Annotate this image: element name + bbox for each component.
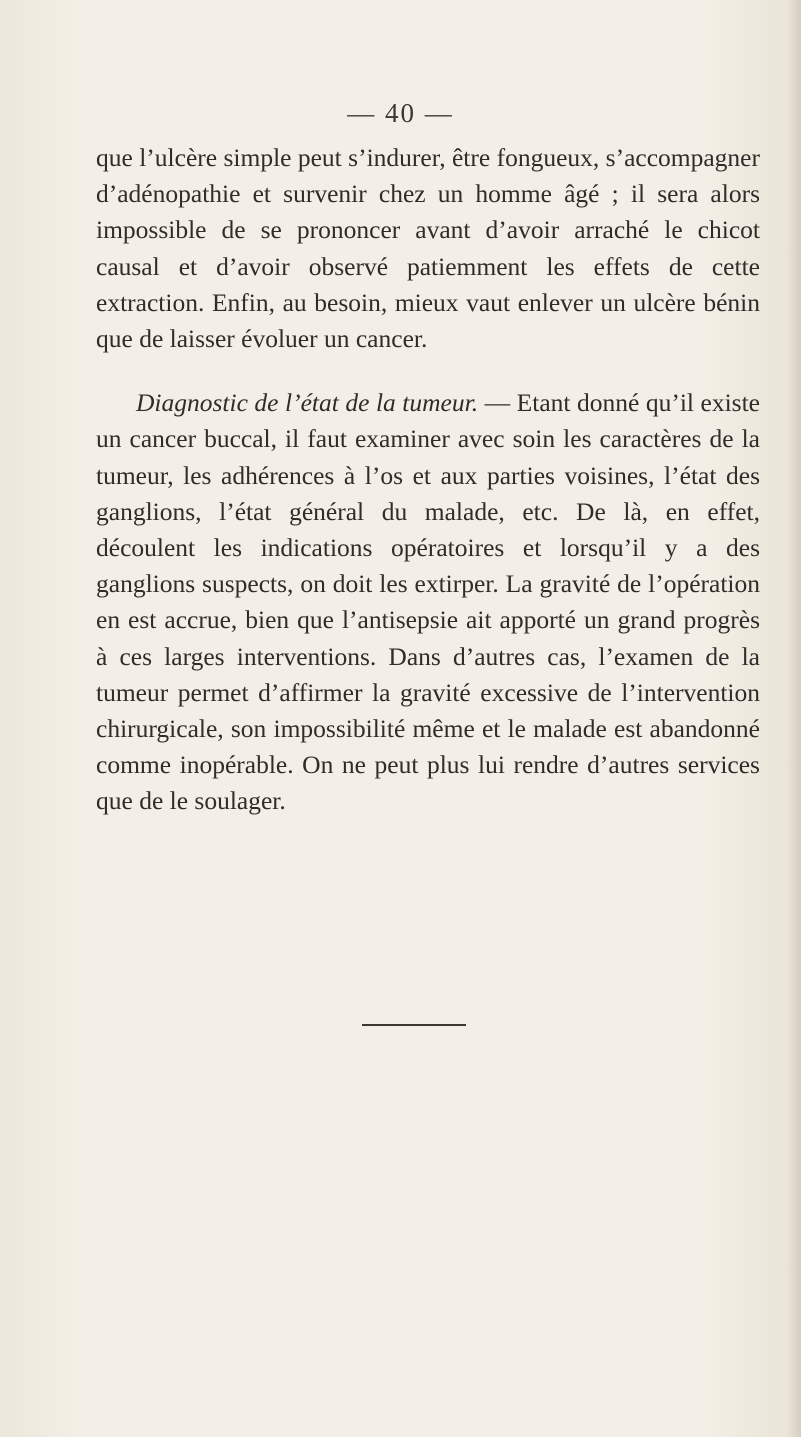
section-heading: Diagnostic de l’état de la tumeur. [136,388,479,418]
body-text [96,140,760,820]
paragraph-2 [96,385,760,819]
section-end-rule [362,1024,466,1026]
paragraph-1: que l’ulcère simple peut s’indurer, être fongueux, s’accompagner d’adénopathie et survenir chez un homme âgé ; il sera alors impossible de se prononcer avant d’avoir arraché le chicot causal et d’avoir observé patiemment les effets de cette extraction. Enfin, au besoin, mieux vaut enlever un ulcère bénin que de laisser évoluer un cancer. [96,143,760,354]
page-edge-shadow [787,0,801,1437]
page-number: — 40 — [347,98,454,128]
paragraph-2-body: — Etant donné qu’il existe un cancer buccal, il faut examiner avec soin les caractères de la tumeur, les adhérences à l’os et aux parties voisines, l’état des ganglions, l’état général du malade, etc. De là, en effet, découlent les indications opératoires et lorsqu’il y a des ganglions suspects, on doit les extirper. La gravité de l’opération en est accrue, bien que l’antisepsie ait apporté un grand progrès à ces larges interventions. Dans d’autres cas, l’examen de la tumeur permet d’affirmer la gravité excessive de l’intervention chirurgicale, son impossibilité même et le malade est abandonné comme inopérable. On ne peut plus lui rendre d’autres services que de le soulager. [96,388,760,816]
